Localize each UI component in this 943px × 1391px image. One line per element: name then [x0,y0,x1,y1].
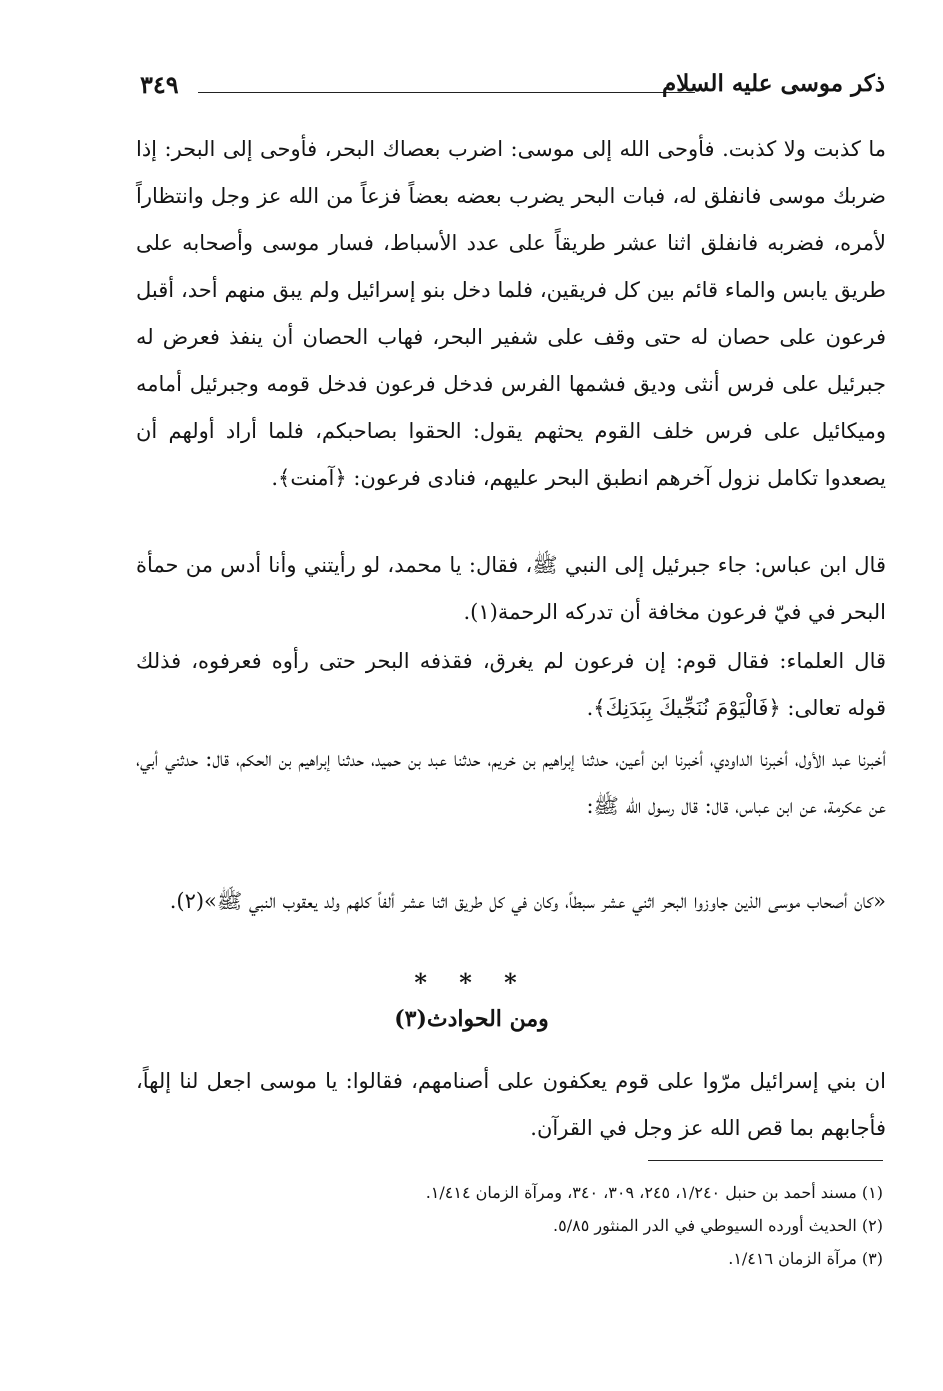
section-separator: * * * [414,968,529,997]
paragraph-pharaoh-drowning: ما كذبت ولا كذبت. فأوحى الله إلى موسى: اضرب بعصاك البحر، فأوحى إلى البحر: إذا ضربك موسى فانفلق له، فبات البحر يضرب بعضه بعضاً فزعاً من الله عز وجل وانتظاراً لأمره، فضربه فانفلق اثنا عشر طريقاً على عدد الأسباط، فسار موسى وأصحابه على طريق يابس والماء قائم بين كل فريقين، فلما دخل بنو إسرائيل ولم يبق منهم أحد، أقبل فرعون على حصان له حتى وقف على شفير البحر، فهاب الحصان أن ينفذ فعرض له جبرئيل على فرس أنثى وديق فشمها الفرس فدخل فرعون فدخل قومه وجبرئيل أمامه وميكائيل على فرس خلف القوم يحثهم يقول: الحقوا بصاحبكم، فلما أراد أولهم أن يصعدوا تكامل نزول آخرهم انطبق البحر عليهم، فنادى فرعون: ﴿آمنت﴾. [136,137,886,490]
footnote-rule [648,1160,883,1161]
page-header [140,70,885,110]
section-heading: ومن الحوادث(٣) [394,1006,549,1032]
footnote-3: (٣) مرآة الزمان ١/٤١٦. [728,1249,883,1268]
paragraph-ibn-abbas: قال ابن عباس: جاء جبرئيل إلى النبي ﷺ، فقال: يا محمد، لو رأيتني وأنا أدس من حمأة البحر في فيّ فرعون مخافة أن تدركه الرحمة(١). [136,553,886,624]
footnotes [183,1176,883,1275]
running-title: ذكر موسى عليه السلام [661,70,885,97]
footnote-2: (٢) الحديث أورده السيوطي في الدر المنثور ٥/٨٥. [553,1216,883,1235]
paragraph-idols: ان بني إسرائيل مرّوا على قوم يعكفون على أصنامهم، فقالوا: يا موسى اجعل لنا إلهاً، فأجابهم بما قص الله عز وجل في القرآن. [136,1069,886,1140]
page-number: ٣٤٩ [140,70,179,99]
paragraph-hadith: «كان أصحاب موسى الذين جاوزوا البحر اثني عشر سبطاً، وكان في كل طريق اثنا عشر ألفاً كلهم ولد يعقوب النبي ﷺ»(٢). [169,889,886,913]
paragraph-scholars: قال العلماء: فقال قوم: إن فرعون لم يغرق، فقذفه البحر حتى رأوه فعرفوه، فذلك قوله تعالى: ﴿فَالْيَوْمَ نُنَجِّيكَ بِبَدَنِكَ﴾. [136,649,886,720]
footnote-1: (١) مسند أحمد بن حنبل ١/٢٤٠، ٢٤٥، ٣٠٩، ٣٤٠، ومرآة الزمان ١/٤١٤. [425,1183,883,1202]
header-rule [198,92,695,93]
paragraph-isnad: أخبرنا عبد الأول، أخبرنا الداودي، أخبرنا ابن أعين، حدثنا إبراهيم بن خريم، حدثنا عبد بن حميد، حدثنا إبراهيم بن الحكم، قال: حدثني أبي، عن عكرمة، عن ابن عباس، قال: قال رسول الله ﷺ: [136,747,886,818]
